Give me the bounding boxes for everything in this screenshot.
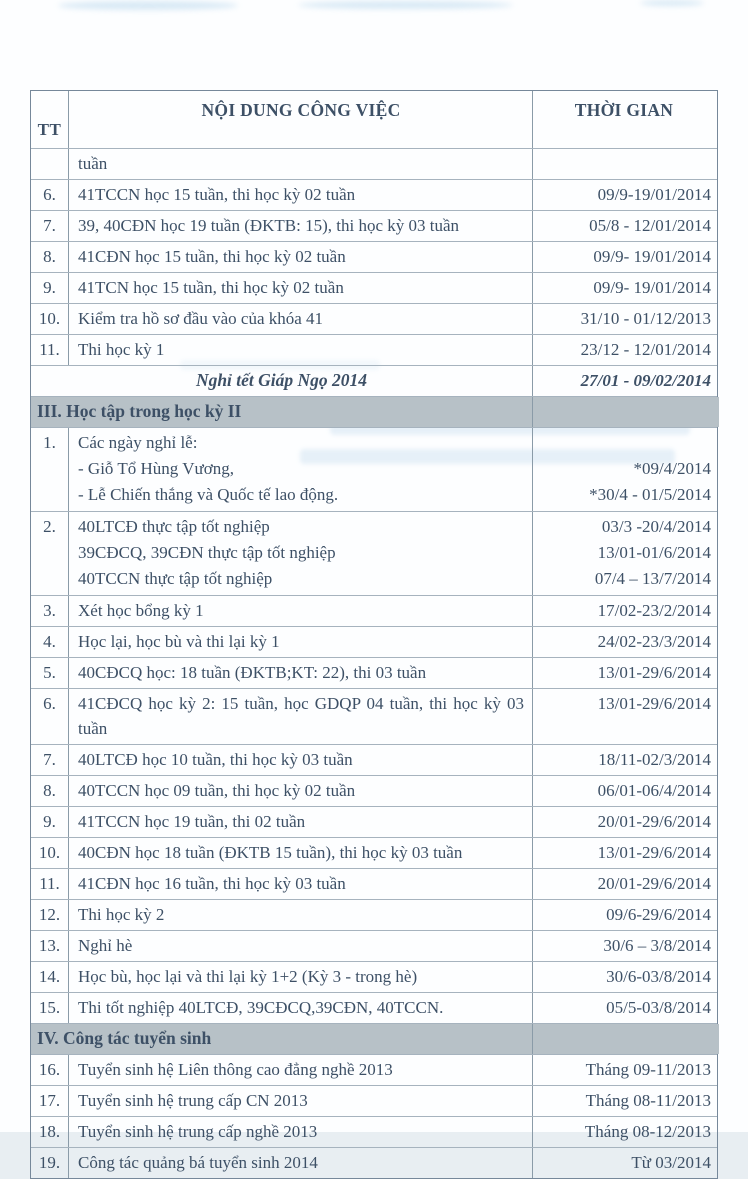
table-row bbox=[31, 511, 717, 595]
time-line bbox=[537, 430, 711, 456]
time-cell: 13/01-29/6/2014 bbox=[597, 694, 711, 713]
tt-cell: 10. bbox=[31, 838, 69, 868]
content-line: 40LTCĐ thực tập tốt nghiệp bbox=[78, 517, 270, 536]
table-row bbox=[31, 657, 717, 688]
scan-smudge bbox=[298, 1, 513, 9]
tt-cell: 18. bbox=[31, 1117, 69, 1147]
tt-cell: 2. bbox=[31, 512, 69, 595]
time-cell: 23/12 - 12/01/2014 bbox=[580, 340, 711, 359]
tt-cell: 13. bbox=[31, 931, 69, 961]
table-row bbox=[31, 744, 717, 775]
time-cell: 31/10 - 01/12/2013 bbox=[580, 309, 711, 328]
content-cell: Thi tốt nghiệp 40LTCĐ, 39CĐCQ,39CĐN, 40TCCN. bbox=[69, 993, 533, 1023]
content-cell: 41TCCN học 19 tuần, thi 02 tuần bbox=[69, 807, 533, 837]
table-row bbox=[31, 775, 717, 806]
time-cell: Từ 03/2014 bbox=[631, 1153, 711, 1172]
tt-cell: 11. bbox=[31, 335, 69, 365]
content-cell: 40LTCĐ học 10 tuần, thi học kỳ 03 tuần bbox=[69, 745, 533, 775]
table-row bbox=[31, 1147, 717, 1178]
content-cell: 41CĐN học 16 tuần, thi học kỳ 03 tuần bbox=[69, 869, 533, 899]
time-cell bbox=[533, 428, 719, 511]
tt-cell: 6. bbox=[31, 180, 69, 210]
table-header-row bbox=[31, 91, 717, 148]
time-cell: 05/5-03/8/2014 bbox=[606, 998, 711, 1017]
table-row bbox=[31, 148, 717, 179]
table-row bbox=[31, 210, 717, 241]
time-cell: 05/8 - 12/01/2014 bbox=[589, 216, 711, 235]
section-title: IV. Công tác tuyển sinh bbox=[31, 1024, 533, 1054]
time-line: 07/4 – 13/7/2014 bbox=[594, 569, 711, 588]
content-cell: Học bù, học lại và thi lại kỳ 1+2 (Kỳ 3 - trong hè) bbox=[69, 962, 533, 992]
content-cell: 39, 40CĐN học 19 tuần (ĐKTB: 15), thi học kỳ 03 tuần bbox=[69, 211, 533, 241]
content-cell: 41TCN học 15 tuần, thi học kỳ 02 tuần bbox=[69, 273, 533, 303]
time-line: *09/4/2014 bbox=[633, 459, 711, 478]
table-row bbox=[31, 427, 717, 511]
section-header-row bbox=[31, 396, 717, 427]
schedule-table bbox=[30, 90, 718, 1179]
scan-smudge bbox=[640, 0, 704, 6]
time-line: 03/3 -20/4/2014 bbox=[601, 517, 711, 536]
time-cell: 17/02-23/2/2014 bbox=[597, 601, 711, 620]
content-cell bbox=[69, 428, 533, 511]
time-cell: 06/01-06/4/2014 bbox=[597, 781, 711, 800]
content-cell: Tuyển sinh hệ Liên thông cao đẳng nghề 2013 bbox=[69, 1055, 533, 1085]
time-cell: 09/6-29/6/2014 bbox=[606, 905, 711, 924]
content-cell: Thi học kỳ 2 bbox=[69, 900, 533, 930]
table-row bbox=[31, 868, 717, 899]
content-cell: 40CĐN học 18 tuần (ĐKTB 15 tuần), thi học kỳ 03 tuần bbox=[69, 838, 533, 868]
time-cell: 09/9- 19/01/2014 bbox=[593, 247, 711, 266]
table-row bbox=[31, 899, 717, 930]
tt-cell: 17. bbox=[31, 1086, 69, 1116]
table-row bbox=[31, 1054, 717, 1085]
tt-cell bbox=[31, 149, 69, 179]
content-cell: Xét học bổng kỳ 1 bbox=[69, 596, 533, 626]
table-row bbox=[31, 365, 717, 396]
time-cell: 20/01-29/6/2014 bbox=[597, 874, 711, 893]
time-cell: Tháng 08-11/2013 bbox=[585, 1091, 711, 1110]
tt-cell: 3. bbox=[31, 596, 69, 626]
time-cell bbox=[533, 149, 719, 179]
section-header-row bbox=[31, 1023, 717, 1054]
header-tt: TT bbox=[31, 91, 69, 148]
time-cell: 18/11-02/3/2014 bbox=[598, 750, 711, 769]
content-line: - Giỗ Tổ Hùng Vương, bbox=[78, 459, 234, 478]
tt-cell: 11. bbox=[31, 869, 69, 899]
time-cell: 24/02-23/3/2014 bbox=[597, 632, 711, 651]
table-body bbox=[31, 148, 717, 1178]
time-cell: Tháng 08-12/2013 bbox=[584, 1122, 711, 1141]
content-cell: 40CĐCQ học: 18 tuần (ĐKTB;KT: 22), thi 03 tuần bbox=[69, 658, 533, 688]
tt-cell: 15. bbox=[31, 993, 69, 1023]
tt-cell: 9. bbox=[31, 807, 69, 837]
time-cell: 09/9- 19/01/2014 bbox=[593, 278, 711, 297]
content-cell: 40TCCN học 09 tuần, thi học kỳ 02 tuần bbox=[69, 776, 533, 806]
tt-cell: 1. bbox=[31, 428, 69, 511]
header-content: NỘI DUNG CÔNG VIỆC bbox=[69, 91, 533, 148]
tt-cell: 8. bbox=[31, 776, 69, 806]
time-cell: 13/01-29/6/2014 bbox=[597, 843, 711, 862]
time-cell bbox=[533, 512, 719, 595]
content-line: - Lễ Chiến thắng và Quốc tế lao động. bbox=[78, 485, 339, 504]
table-row bbox=[31, 806, 717, 837]
tt-cell: 5. bbox=[31, 658, 69, 688]
header-time: THỜI GIAN bbox=[574, 100, 674, 120]
table-row bbox=[31, 303, 717, 334]
time-line: *30/4 - 01/5/2014 bbox=[589, 485, 711, 504]
tt-cell: 7. bbox=[31, 211, 69, 241]
content-cell: 41CĐCQ học kỳ 2: 15 tuần, học GDQP 04 tuần, thi học kỳ 03 tuần bbox=[69, 689, 533, 744]
content-cell: 41TCCN học 15 tuần, thi học kỳ 02 tuần bbox=[69, 180, 533, 210]
tt-cell: 4. bbox=[31, 627, 69, 657]
holiday-label: Nghỉ tết Giáp Ngọ 2014 bbox=[31, 366, 533, 396]
table-row bbox=[31, 334, 717, 365]
content-cell: Học lại, học bù và thi lại kỳ 1 bbox=[69, 627, 533, 657]
content-line: 40TCCN thực tập tốt nghiệp bbox=[78, 569, 273, 588]
table-row bbox=[31, 688, 717, 744]
content-cell: Tuyển sinh hệ trung cấp CN 2013 bbox=[69, 1086, 533, 1116]
table-row bbox=[31, 241, 717, 272]
table-row bbox=[31, 930, 717, 961]
content-cell: Tuyển sinh hệ trung cấp nghề 2013 bbox=[69, 1117, 533, 1147]
tt-cell: 9. bbox=[31, 273, 69, 303]
table-row bbox=[31, 1116, 717, 1147]
tt-cell: 16. bbox=[31, 1055, 69, 1085]
table-row bbox=[31, 992, 717, 1023]
time-cell: 30/6 – 3/8/2014 bbox=[603, 936, 711, 955]
tt-cell: 19. bbox=[31, 1148, 69, 1178]
time-cell bbox=[533, 1024, 719, 1054]
content-cell: Kiểm tra hồ sơ đầu vào của khóa 41 bbox=[69, 304, 533, 334]
time-cell: 30/6-03/8/2014 bbox=[606, 967, 711, 986]
time-cell: Tháng 09-11/2013 bbox=[585, 1060, 711, 1079]
tt-cell: 10. bbox=[31, 304, 69, 334]
content-line: Các ngày nghỉ lễ: bbox=[78, 433, 198, 452]
tt-cell: 8. bbox=[31, 242, 69, 272]
content-cell: Công tác quảng bá tuyển sinh 2014 bbox=[69, 1148, 533, 1178]
tt-cell: 12. bbox=[31, 900, 69, 930]
table-row bbox=[31, 837, 717, 868]
tt-cell: 6. bbox=[31, 689, 69, 744]
table-row bbox=[31, 595, 717, 626]
content-line: 39CĐCQ, 39CĐN thực tập tốt nghiệp bbox=[78, 543, 336, 562]
content-cell bbox=[69, 512, 533, 595]
content-cell: Nghỉ hè bbox=[69, 931, 533, 961]
time-cell: 20/01-29/6/2014 bbox=[597, 812, 711, 831]
time-cell: 13/01-29/6/2014 bbox=[597, 663, 711, 682]
table-row bbox=[31, 961, 717, 992]
table-row bbox=[31, 1085, 717, 1116]
time-cell: 27/01 - 09/02/2014 bbox=[580, 371, 711, 390]
table-row bbox=[31, 626, 717, 657]
tt-cell: 7. bbox=[31, 745, 69, 775]
time-line: 13/01-01/6/2014 bbox=[597, 543, 711, 562]
scan-smudge bbox=[58, 1, 238, 10]
content-cell: tuần bbox=[69, 149, 533, 179]
content-cell: 41CĐN học 15 tuần, thi học kỳ 02 tuần bbox=[69, 242, 533, 272]
tt-cell: 14. bbox=[31, 962, 69, 992]
time-cell bbox=[533, 397, 719, 427]
time-cell: 09/9-19/01/2014 bbox=[597, 185, 711, 204]
table-row bbox=[31, 272, 717, 303]
section-title: III. Học tập trong học kỳ II bbox=[31, 397, 533, 427]
table-row bbox=[31, 179, 717, 210]
content-cell: Thi học kỳ 1 bbox=[69, 335, 533, 365]
